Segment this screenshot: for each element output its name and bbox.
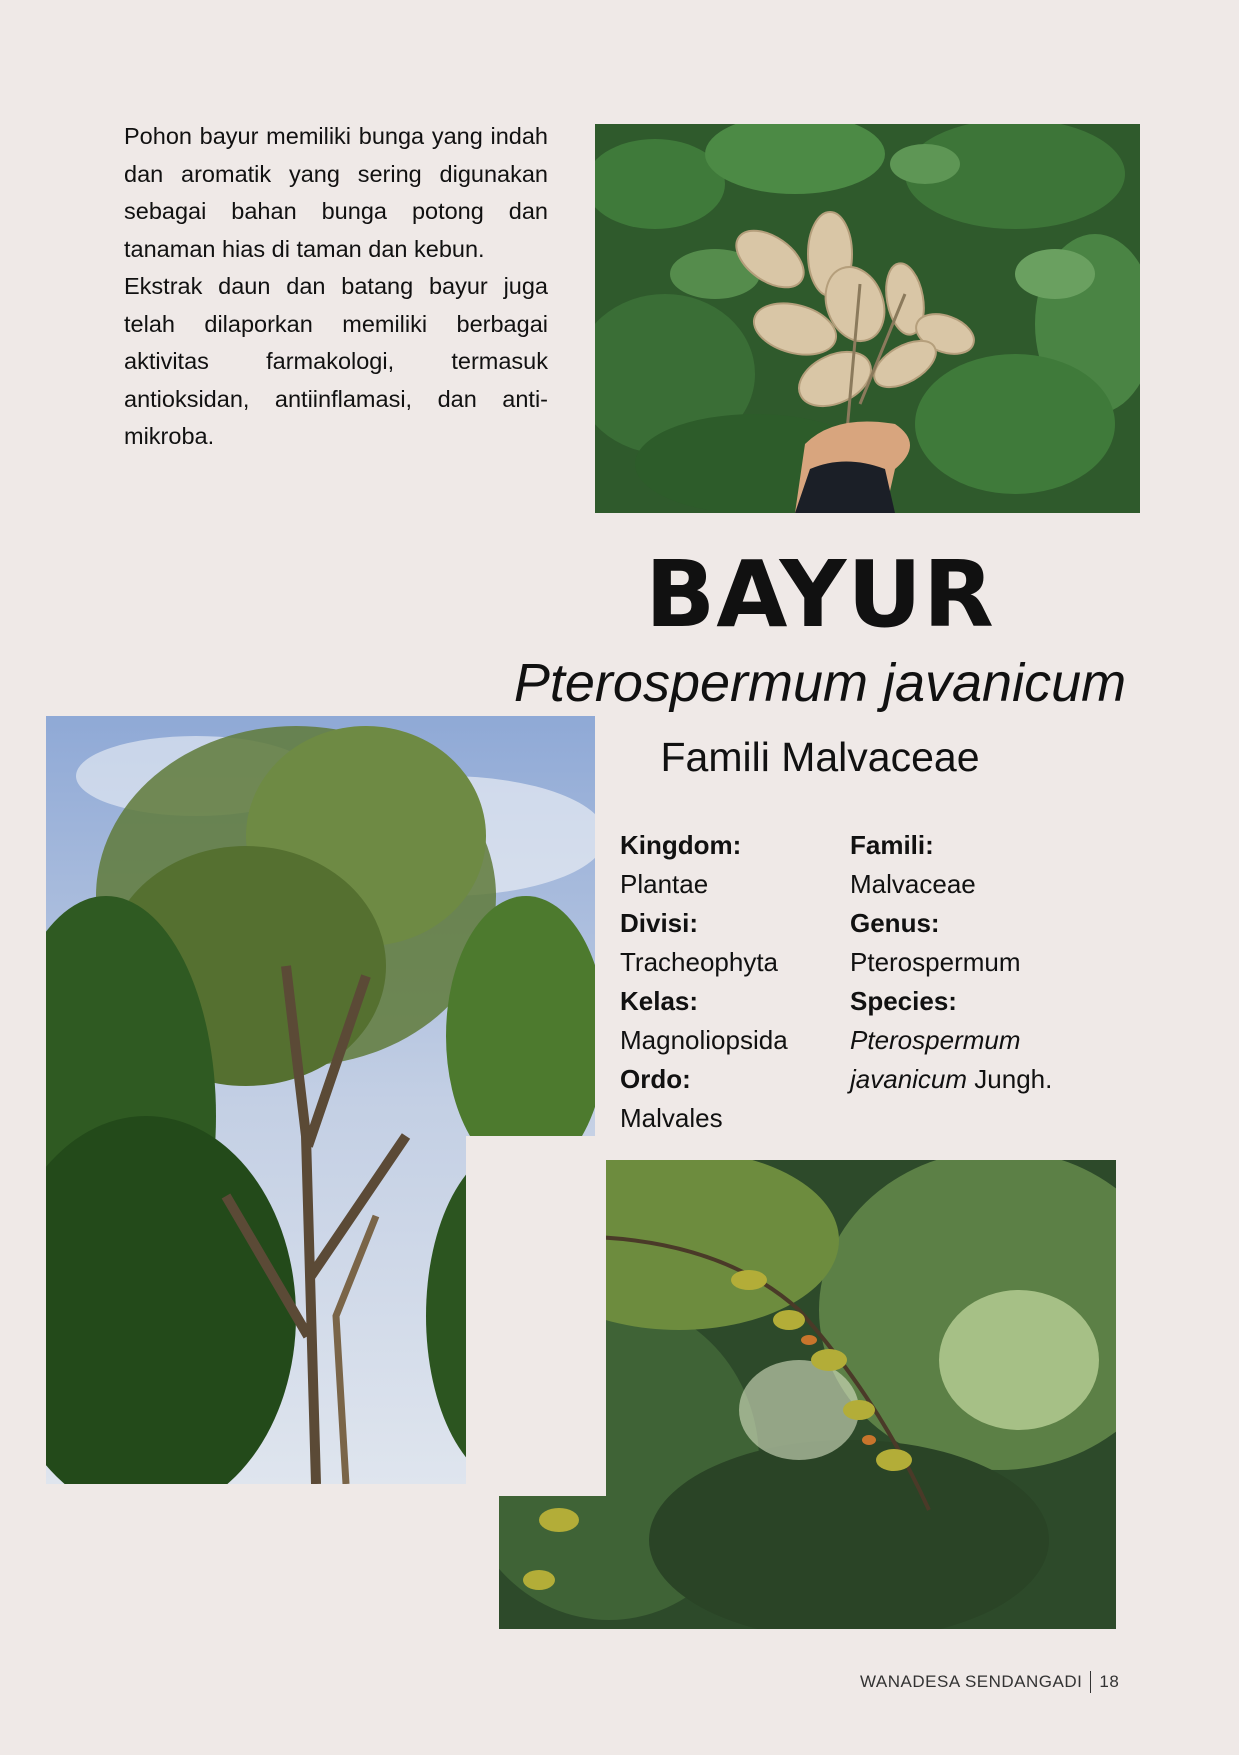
page-number: 18 [1099,1672,1120,1691]
publication-name: WANADESA SENDANGADI [860,1672,1083,1691]
intro-paragraph-2: Ekstrak daun dan batang bayur juga telah dilaporkan memiliki berbagai aktivitas farmakologi, termasuk antioksidan, antiinflamasi, dan anti-mikroba. [124,273,548,449]
famili-value: Malvaceae [850,869,976,899]
family-subtitle: Famili Malvaceae [660,734,980,780]
intro-text [124,118,548,456]
leaves-photo [595,124,1140,513]
kelas-label: Kelas: [620,986,699,1016]
photo-cutout [466,1136,606,1496]
genus-value: Pterospermum [850,947,1021,977]
intro-paragraph-1: Pohon bayur memiliki bunga yang indah dan aromatik yang sering digunakan sebagai bahan bunga potong dan tanaman hias di taman dan kebun. [124,123,548,262]
page-footer [860,1671,1119,1693]
species-genus-italic: Pterospermum [850,1025,1021,1055]
species-label: Species: [850,986,957,1016]
footer-divider [1090,1671,1091,1693]
species-value [850,1021,1100,1060]
species-author: Jungh. [967,1064,1053,1094]
common-name-heading: BAYUR [645,541,995,648]
species-epithet-italic: javanicum [850,1064,968,1094]
divisi-value: Tracheophyta [620,947,779,977]
kingdom-label: Kingdom: [620,830,742,860]
kelas-value: Magnoliopsida [620,1025,788,1055]
taxonomy-left-column [620,826,840,1138]
divisi-label: Divisi: [620,908,699,938]
ordo-value: Malvales [620,1103,723,1133]
ordo-label: Ordo: [620,1064,691,1094]
taxonomy-right-column [850,826,1100,1099]
famili-label: Famili: [850,830,934,860]
genus-label: Genus: [850,908,940,938]
scientific-name: Pterospermum javanicum [513,653,1127,713]
species-value-line2 [850,1060,1100,1099]
kingdom-value: Plantae [620,869,709,899]
